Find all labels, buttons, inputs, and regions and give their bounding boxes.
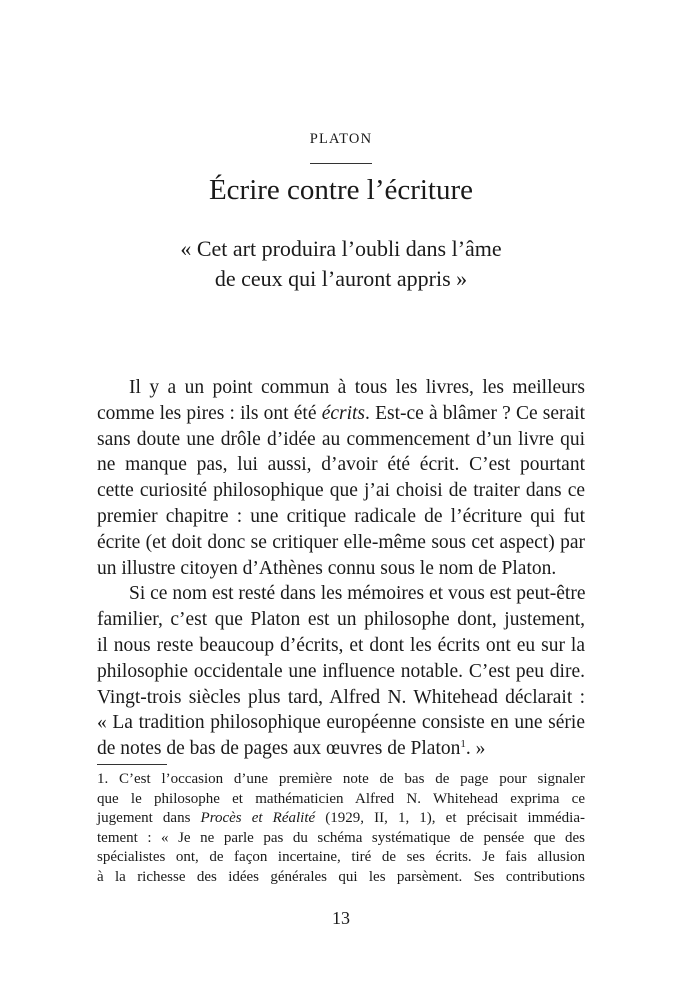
footnote-ref[interactable]: 1 [460, 738, 466, 751]
book-title: Procès et Réalité [200, 810, 316, 827]
text-line: écrite (et doit donc se critiquer elle-même sous cet aspect) par [97, 531, 585, 553]
footnote-line: à la richesse des idées générales qui les parsèment. Ses contributions [97, 868, 585, 885]
text-line: ne manque pas, lui aussi, d’avoir été écrit. C’est pourtant [97, 454, 585, 476]
emphasis: écrits [321, 402, 366, 424]
footnote-rule [97, 764, 167, 765]
epigraph-line: « Cet art produira l’oubli dans l’âme [180, 236, 502, 261]
text-line: Il y a un point commun à tous les livres, les meilleurs [129, 377, 585, 398]
text-line: familier, c’est que Platon est un philosophe dont, justement, [97, 609, 585, 631]
text-line: comme les pires : ils ont été écrits. Est-ce à blâmer ? Ce serait [97, 402, 586, 424]
text-line: premier chapitre : une critique radicale de l’écriture qui fut [97, 505, 585, 527]
text-line: Vingt-trois siècles plus tard, Alfred N. Whitehead déclarait : [97, 686, 585, 708]
text-line: un illustre citoyen d’Athènes connu sous le nom de Platon. [97, 557, 557, 579]
chapter-title: Écrire contre l’écriture [208, 174, 474, 206]
epigraph-line: de ceux qui l’auront appris » [214, 266, 468, 291]
footnote-line: que le philosophe et mathématicien Alfred N. Whitehead exprima ce [97, 790, 585, 807]
footnote [97, 770, 585, 888]
page-number: 13 [332, 908, 350, 928]
text-line: Si ce nom est resté dans les mémoires et vous est peut-être [129, 583, 586, 605]
text-line: cette curiosité philosophique que j’ai choisi de traiter dans ce [97, 480, 585, 502]
footnote-line: spécialistes ont, de façon incertaine, tiré de ses écrits. Je fais allusion [97, 849, 585, 866]
text-line: « La tradition philosophique européenne consiste en une série [97, 712, 585, 734]
footnote-line: tement : « Je ne parle pas du schéma systématique de pensée que des [97, 829, 585, 846]
footnote-line: jugement dans Procès et Réalité (1929, II, 1, 1), et précisait immédia- [97, 810, 585, 827]
author-rule [310, 163, 372, 164]
text-line: il nous reste beaucoup d’écrits, et dont les écrits ont eu sur la [97, 634, 585, 656]
text-line: sans doute une drôle d’idée au commencement d’un livre qui [97, 428, 585, 450]
text-line: de notes de bas de pages aux œuvres de Platon$^1$. » [97, 738, 486, 760]
text-line: philosophie occidentale une influence notable. C’est peu dire. [97, 660, 585, 682]
epigraph [0, 234, 682, 294]
body-text [97, 375, 585, 762]
footnote-line: 1. C’est l’occasion d’une première note de bas de page pour signaler [97, 771, 585, 787]
author-heading: PLATON [309, 131, 373, 147]
